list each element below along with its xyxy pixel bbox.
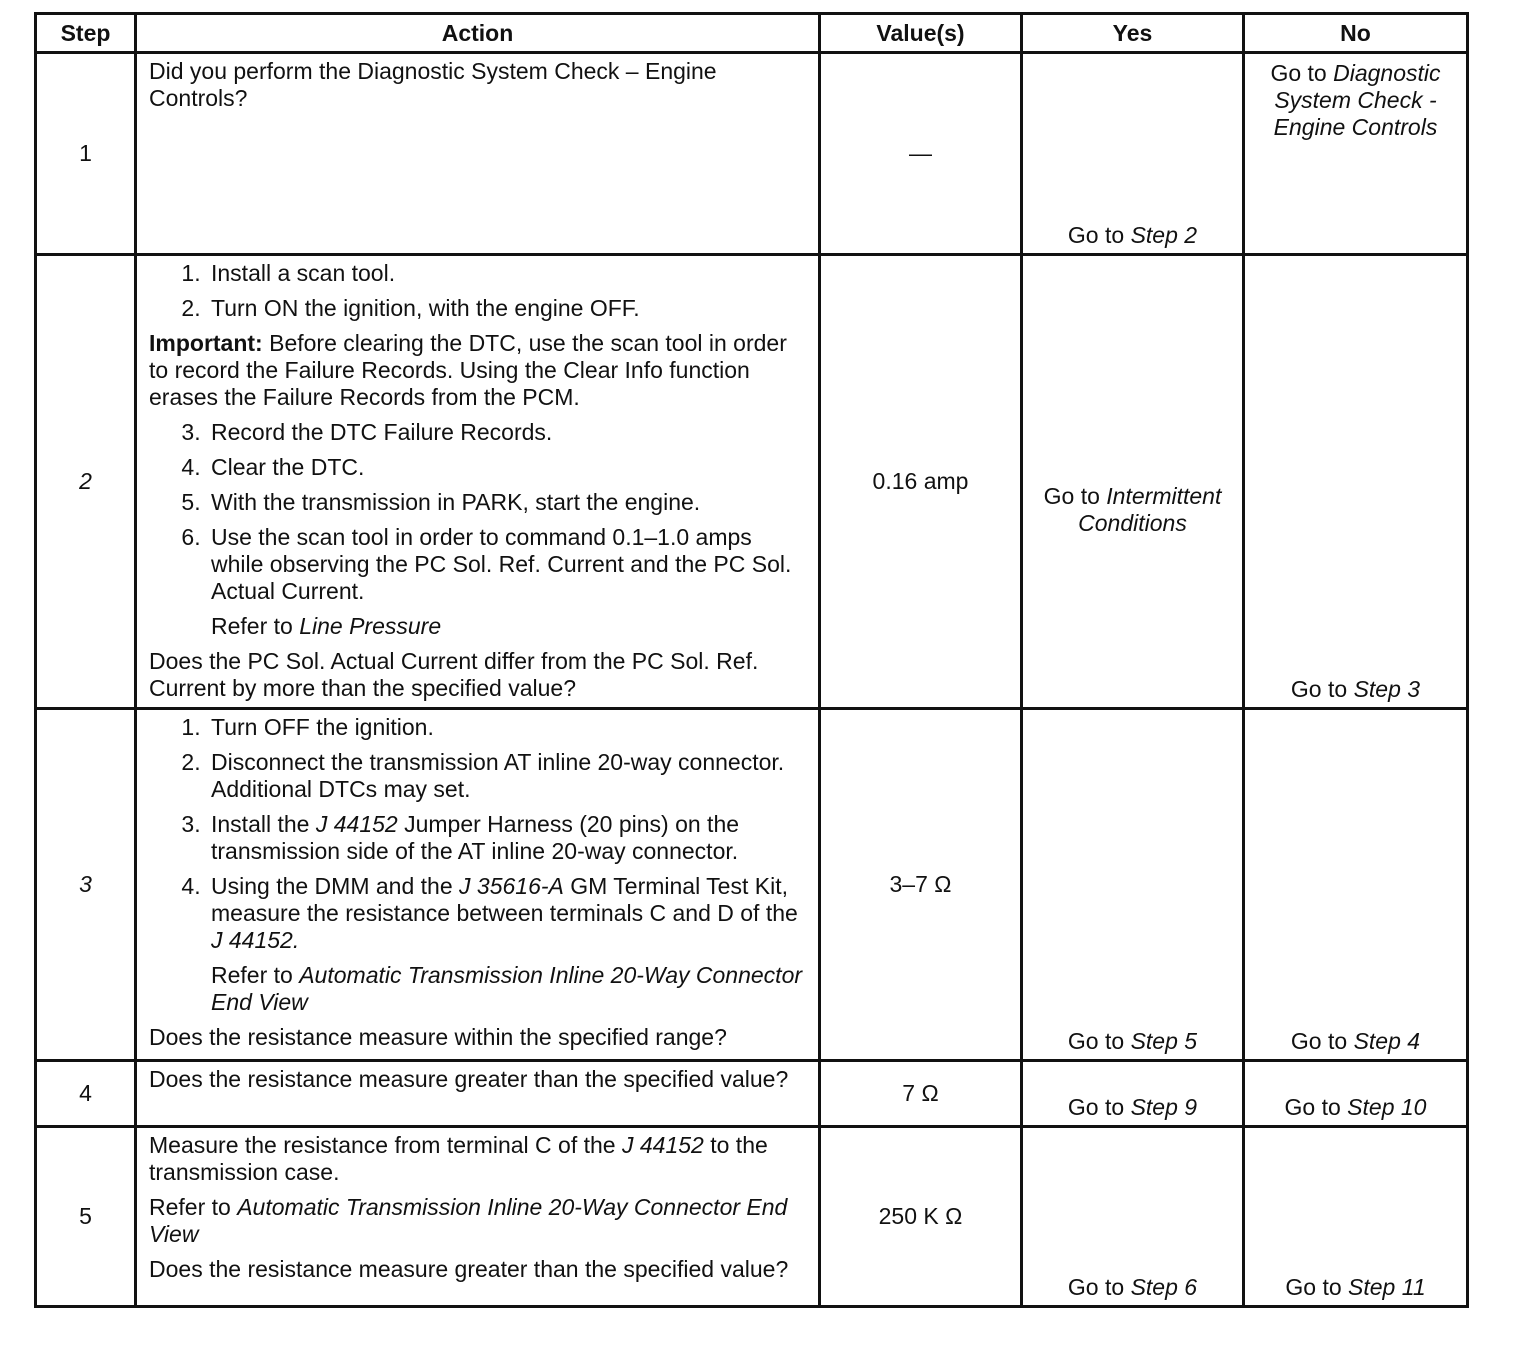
yes-link[interactable]: Step 2	[1130, 222, 1198, 248]
refer-note	[207, 962, 810, 1016]
step-number: 1	[36, 53, 136, 255]
list-item	[207, 811, 810, 865]
header-no: No	[1244, 14, 1468, 53]
question-text: Does the resistance measure within the specified range?	[149, 1024, 727, 1050]
instruction-list	[149, 714, 810, 1016]
no-link[interactable]: Step 10	[1347, 1094, 1427, 1120]
item-text: to the transmission case.	[149, 1132, 768, 1185]
no-prefix: Go to	[1290, 676, 1348, 702]
important-text: Before clearing the DTC, use the scan tool in order to record the Failure Records. Using the Clear Info function erases the Failure Records from the PCM.	[149, 330, 787, 410]
action-text	[149, 1132, 810, 1186]
tool-reference: J 35616-A	[459, 873, 564, 899]
refer-link[interactable]: Automatic Transmission Inline 20-Way Connector End View	[211, 962, 803, 1015]
list-item: 2. Turn ON the ignition, with the engine OFF.	[207, 295, 810, 322]
instruction-list	[149, 260, 810, 322]
refer-link[interactable]: Automatic Transmission Inline 20-Way Connector End View	[149, 1194, 788, 1247]
value-cell: 3–7 Ω	[820, 709, 1022, 1061]
step-number: 5	[36, 1127, 136, 1307]
action-cell	[136, 1127, 820, 1307]
value-cell: 0.16 amp	[820, 255, 1022, 709]
header-step: Step	[36, 14, 136, 53]
header-row	[36, 14, 1468, 53]
refer-prefix: Refer to	[149, 1194, 231, 1220]
yes-prefix: Go to	[1067, 1274, 1125, 1300]
no-cell	[1244, 1061, 1468, 1127]
question-text: Does the PC Sol. Actual Current differ from the PC Sol. Ref. Current by more than the specified value?	[149, 648, 759, 701]
question-text: Does the resistance measure greater than the specified value?	[149, 1256, 789, 1282]
refer-note	[149, 1194, 810, 1248]
no-prefix: Go to	[1290, 1028, 1348, 1054]
yes-prefix: Go to	[1043, 482, 1100, 509]
item-text: GM Terminal Test Kit, measure the resistance between terminals C and D of the	[211, 873, 798, 926]
yes-prefix: Go to	[1067, 1094, 1125, 1120]
no-prefix: Go to	[1285, 1274, 1342, 1300]
action-cell	[136, 255, 820, 709]
no-prefix: Go to	[1284, 1094, 1341, 1120]
no-cell	[1244, 255, 1468, 709]
table-row-step-5	[36, 1127, 1468, 1307]
value-cell: 250 K Ω	[820, 1127, 1022, 1307]
no-link[interactable]: Step 4	[1353, 1028, 1421, 1054]
yes-link[interactable]: Step 5	[1130, 1028, 1198, 1054]
yes-cell	[1022, 709, 1244, 1061]
no-cell	[1244, 53, 1468, 255]
refer-note	[207, 613, 810, 640]
list-item: 5. With the transmission in PARK, start the engine.	[207, 489, 810, 516]
tool-reference: J 44152	[621, 1132, 704, 1158]
header-yes: Yes	[1022, 14, 1244, 53]
item-text: Install the	[211, 811, 310, 837]
yes-prefix: Go to	[1067, 222, 1125, 248]
step-number: 3	[36, 709, 136, 1061]
header-action: Action	[136, 14, 820, 53]
list-item: 6. Use the scan tool in order to command 0.1–1.0 amps while observing the PC Sol. Ref. Current and the PC Sol. Actual Current.	[207, 524, 810, 605]
table-row-step-2	[36, 255, 1468, 709]
item-text: Using the DMM and the	[211, 873, 453, 899]
instruction-list	[149, 419, 810, 640]
yes-link[interactable]: Intermittent Conditions	[1078, 482, 1222, 536]
list-item: 2. Disconnect the transmission AT inline 20-way connector. Additional DTCs may set.	[207, 749, 810, 803]
yes-cell	[1022, 53, 1244, 255]
yes-prefix: Go to	[1067, 1028, 1125, 1054]
list-item: 1. Install a scan tool.	[207, 260, 810, 287]
no-link[interactable]: Step 11	[1348, 1274, 1426, 1300]
refer-prefix: Refer to	[211, 962, 293, 988]
tool-reference: J 44152.	[211, 927, 300, 953]
action-cell	[136, 1061, 820, 1127]
list-item: 4. Clear the DTC.	[207, 454, 810, 481]
value-cell: —	[820, 53, 1022, 255]
no-link[interactable]: Diagnostic System Check - Engine Controls	[1273, 60, 1441, 140]
tool-reference: J 44152	[315, 811, 398, 837]
no-link[interactable]: Step 3	[1353, 676, 1421, 702]
yes-cell	[1022, 1061, 1244, 1127]
item-text: Jumper Harness (20 pins) on the transmission side of the AT inline 20-way connector.	[211, 811, 740, 864]
yes-link[interactable]: Step 6	[1130, 1274, 1198, 1300]
yes-link[interactable]: Step 9	[1130, 1094, 1198, 1120]
action-cell	[136, 709, 820, 1061]
item-text: Measure the resistance from terminal C of the	[149, 1132, 616, 1158]
header-values: Value(s)	[820, 14, 1022, 53]
table-row-step-4	[36, 1061, 1468, 1127]
refer-prefix: Refer to	[211, 613, 293, 639]
table-row-step-1	[36, 53, 1468, 255]
table-row-step-3	[36, 709, 1468, 1061]
step-number: 2	[36, 255, 136, 709]
list-item: 1. Turn OFF the ignition.	[207, 714, 810, 741]
action-text: Did you perform the Diagnostic System Check – Engine Controls?	[149, 58, 717, 111]
list-item	[207, 873, 810, 954]
no-cell	[1244, 1127, 1468, 1307]
refer-link[interactable]: Line Pressure	[299, 613, 442, 639]
question-text: Does the resistance measure greater than the specified value?	[149, 1066, 789, 1092]
yes-cell	[1022, 255, 1244, 709]
yes-cell	[1022, 1127, 1244, 1307]
no-cell	[1244, 709, 1468, 1061]
diagnostic-table	[34, 12, 1469, 1308]
value-cell: 7 Ω	[820, 1061, 1022, 1127]
important-note	[149, 330, 810, 411]
step-number: 4	[36, 1061, 136, 1127]
no-prefix: Go to	[1270, 60, 1327, 86]
important-label: Important:	[149, 330, 263, 356]
action-cell	[136, 53, 820, 255]
list-item: 3. Record the DTC Failure Records.	[207, 419, 810, 446]
